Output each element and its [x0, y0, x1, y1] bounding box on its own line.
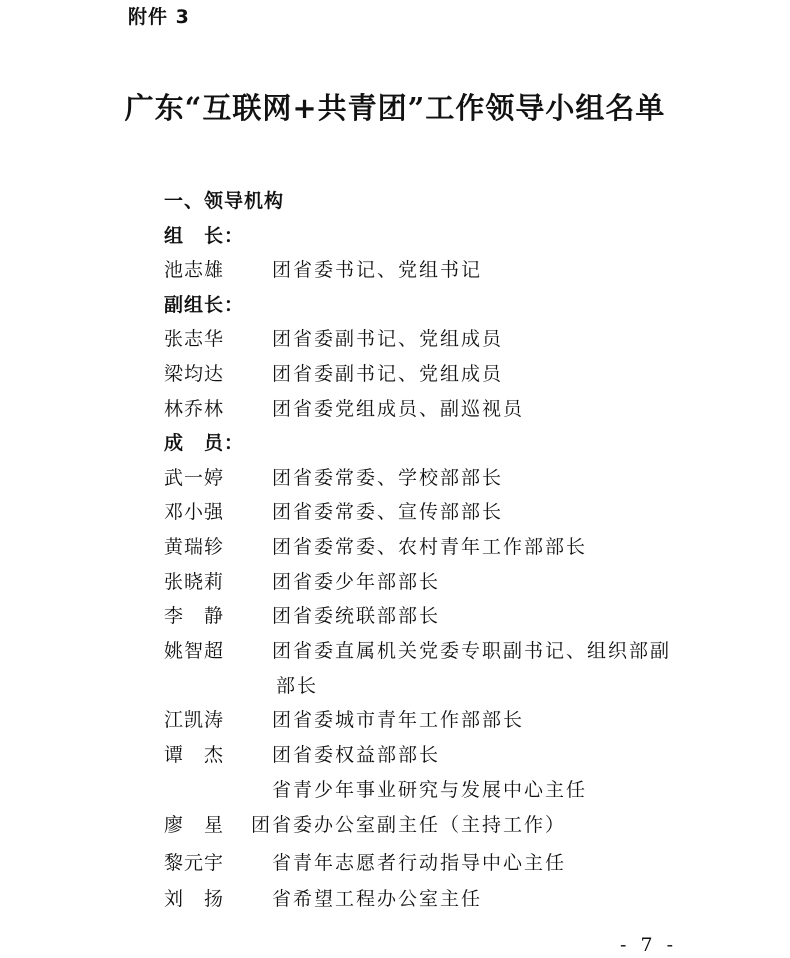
deputy-name: 林乔林 [164, 398, 225, 420]
member-position: 团省委直属机关党委专职副书记、组织部副 [272, 640, 672, 662]
leader-name: 池志雄 [164, 259, 225, 281]
member-position: 团省委权益部部长 [272, 744, 441, 766]
member-name: 李 静 [164, 605, 225, 627]
member-position: 团省委少年部部长 [272, 571, 441, 593]
member-name: 廖 星 [164, 814, 225, 836]
deputy-role-label: 副组长： [164, 294, 245, 316]
member-name: 谭 杰 [164, 744, 225, 766]
deputy-name: 张志华 [164, 328, 225, 350]
member-position: 团省委城市青年工作部部长 [272, 709, 525, 731]
member-position: 团省委常委、宣传部部长 [272, 501, 504, 523]
document-title: 广东“互联网+共青团”工作领导小组名单 [124, 91, 666, 125]
member-name: 黎元宇 [164, 852, 225, 874]
leader-position: 团省委书记、党组书记 [272, 259, 483, 281]
page-number: - 7 - [620, 934, 678, 956]
member-name: 武一婷 [164, 467, 225, 489]
next-page-text-fragment [168, 954, 468, 958]
leader-role-label: 组 长： [164, 225, 245, 247]
member-name: 张晓莉 [164, 571, 225, 593]
member-position-continued: 省青少年事业研究与发展中心主任 [272, 779, 588, 801]
member-position: 团省委常委、农村青年工作部部长 [272, 536, 588, 558]
member-position: 团省委统联部部长 [272, 605, 441, 627]
members-role-label: 成 员： [164, 432, 245, 454]
section-heading: 一、领导机构 [164, 190, 285, 212]
member-name: 姚智超 [164, 640, 225, 662]
member-position: 省青年志愿者行动指导中心主任 [272, 852, 567, 874]
member-position: 团省委常委、学校部部长 [272, 467, 504, 489]
deputy-position: 团省委副书记、党组成员 [272, 363, 504, 385]
member-position: 省希望工程办公室主任 [272, 888, 483, 910]
member-name: 黄瑞轸 [164, 536, 225, 558]
deputy-name: 梁均达 [164, 363, 225, 385]
member-name: 江凯涛 [164, 709, 225, 731]
member-position: 团省委办公室副主任（主持工作） [251, 814, 567, 836]
member-name: 邓小强 [164, 501, 225, 523]
member-position-continued: 部长 [276, 675, 319, 697]
deputy-position: 团省委副书记、党组成员 [272, 328, 504, 350]
deputy-position: 团省委党组成员、副巡视员 [272, 398, 525, 420]
attachment-label: 附件 3 [128, 6, 190, 28]
member-name: 刘 扬 [164, 888, 225, 910]
